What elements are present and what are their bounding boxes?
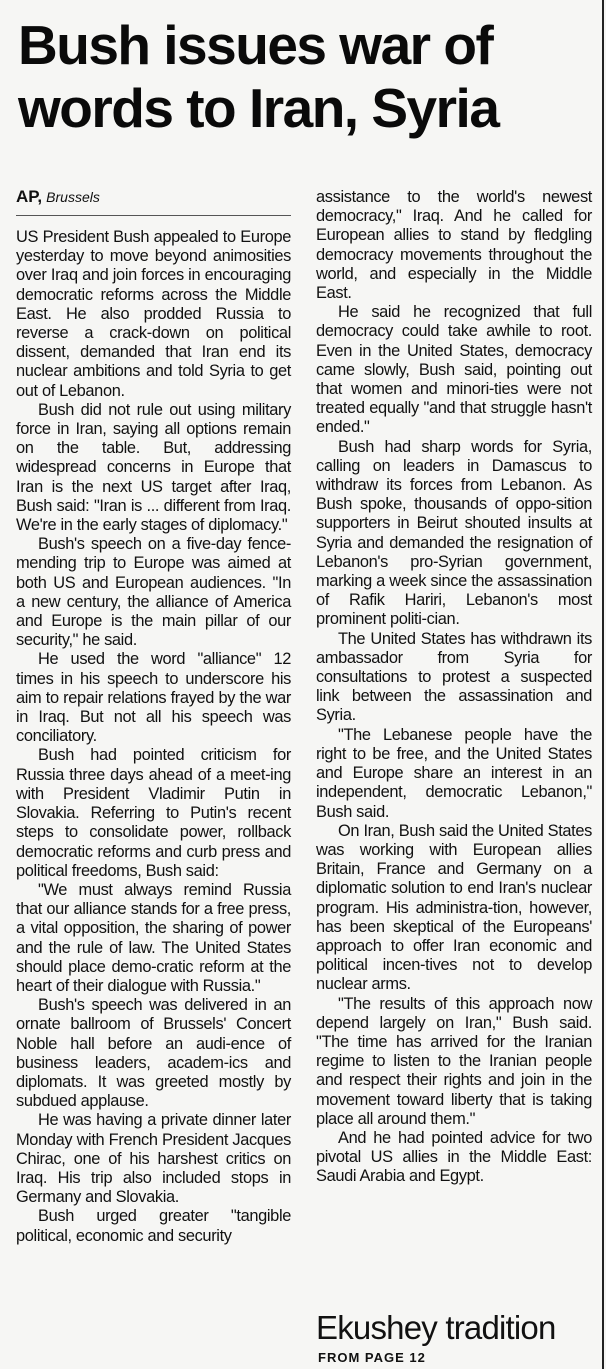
byline xyxy=(16,187,291,216)
paragraph: He used the word "alliance" 12 times in his speech to underscore his aim to repair relations frayed by the war in Iraq. But not all his speech was conciliatory. xyxy=(16,650,291,746)
paragraph: "We must always remind Russia that our alliance stands for a free press, a vital opposition, the sharing of power and the rule of law. The United States should place demo-cratic reform at the heart of their dialogue with Russia." xyxy=(16,880,291,995)
paragraph: He said he recognized that full democracy could take awhile to root. Even in the United States, democracy came slowly, Bush said, pointing out that women and minori-ties were not treated equally "and that struggle hasn't ended." xyxy=(316,303,592,437)
headline xyxy=(18,14,598,140)
next-story-from-page: FROM PAGE 12 xyxy=(318,1350,426,1365)
page-edge-rule xyxy=(602,0,604,1369)
paragraph: Bush's speech was delivered in an ornate ballroom of Brussels' Concert Noble hall before an audi-ence of business leaders, academ-ics and diplomats. It was greeted mostly by subdued applause. xyxy=(16,996,291,1111)
paragraph: Bush's speech on a five-day fence-mending trip to Europe was aimed at both US and European audiences. "In a new century, the alliance of America and Europe is the main pillar of our security," he said. xyxy=(16,535,291,650)
next-story-title: Ekushey tradition xyxy=(316,1309,556,1346)
paragraph: Bush urged greater "tangible political, economic and security xyxy=(16,1207,291,1245)
article-column-left xyxy=(16,228,291,1246)
paragraph: assistance to the world's newest democracy," Iraq. And he called for European allies to stand by fledgling democracy movements throughout the world, and especially in the Middle East. xyxy=(316,188,592,303)
paragraph: US President Bush appealed to Europe yesterday to move beyond animosities over Iraq and join forces in encouraging democratic reforms across the Middle East. He also prodded Russia to reverse a crack-down on political dissent, demanded that Iran end its nuclear ambitions and told Syria to get out of Lebanon. xyxy=(16,228,291,400)
paragraph: "The results of this approach now depend largely on Iran," Bush said. "The time has arrived for the Iranian regime to listen to the Iranian people and respect their rights and join in the movement toward liberty that is taking place all around them." xyxy=(316,994,592,1128)
paragraph: Bush had sharp words for Syria, calling on leaders in Damascus to withdraw its forces from Lebanon. As Bush spoke, thousands of oppo-sition supporters in Beirut shouted insults at Syria and demanded the resignation of Lebanon's pro-Syrian government, marking a week since the assassination of Rafik Hariri, Lebanon's most prominent politi-cian. xyxy=(316,437,592,629)
byline-dateline: Brussels xyxy=(46,189,100,205)
paragraph: On Iran, Bush said the United States was working with European allies Britain, France and Germany on a diplomatic solution to end Iran's nuclear program. His administra-tion, however, has been skeptical of the Europeans' approach to offer Iran economic and political incen-tives not to develop nuclear arms. xyxy=(316,821,592,994)
byline-agency: AP, xyxy=(16,187,43,206)
paragraph: Bush did not rule out using military force in Iran, saying all options remain on the table. But, addressing widespread concerns in Europe that Iran is the next US target after Iraq, Bush said: "Iran is ... different from Iraq. We're in the early stages of diplomacy." xyxy=(16,400,291,535)
article-column-right xyxy=(316,188,592,1187)
paragraph: And he had pointed advice for two pivotal US allies in the Middle East: Saudi Arabia and Egypt. xyxy=(316,1128,592,1186)
headline-line-2: words to Iran, Syria xyxy=(18,77,499,139)
paragraph: The United States has withdrawn its ambassador from Syria for consultations to protest a suspected link between the assassination and Syria. xyxy=(316,629,592,725)
paragraph: He was having a private dinner later Monday with French President Jacques Chirac, one of his harshest critics on Iraq. His trip also included stops in Germany and Slovakia. xyxy=(16,1111,291,1207)
paragraph: "The Lebanese people have the right to be free, and the United States and Europe share an interest in an independent, democratic Lebanon," Bush said. xyxy=(316,725,592,821)
paragraph: Bush had pointed criticism for Russia three days ahead of a meet-ing with President Vladimir Putin in Slovakia. Referring to Putin's recent steps to consolidate power, rollback democratic reforms and curb press and political freedoms, Bush said: xyxy=(16,746,291,880)
headline-line-1: Bush issues war of xyxy=(18,14,493,76)
